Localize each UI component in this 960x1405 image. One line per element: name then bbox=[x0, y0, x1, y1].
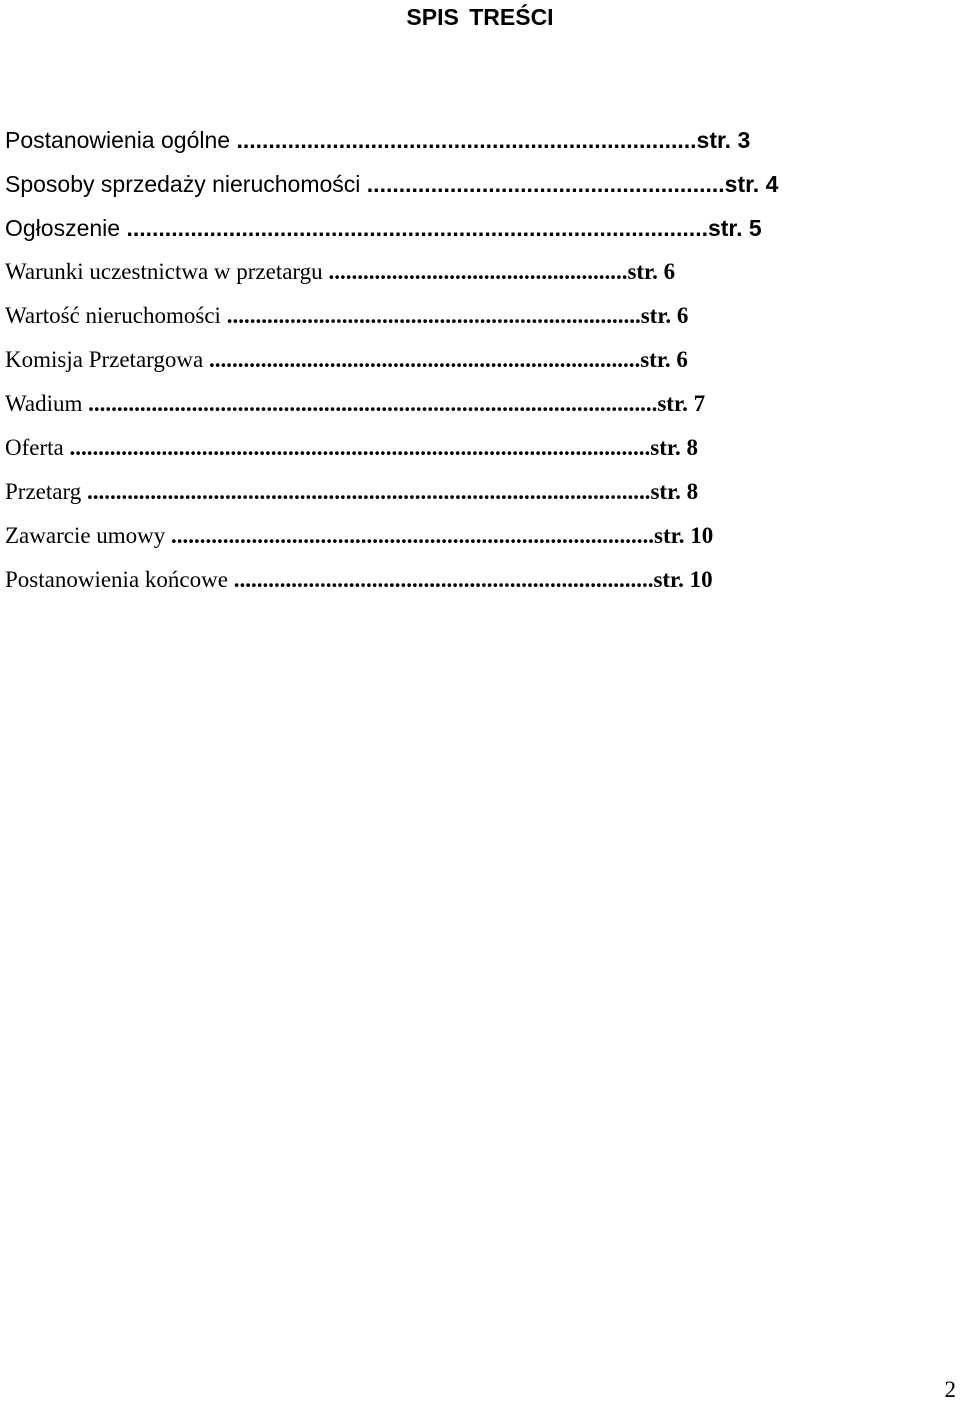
toc-entry-postanowienia-koncowe[interactable] bbox=[5, 558, 885, 602]
toc-entry-page: str. 6 bbox=[640, 347, 688, 372]
toc-entry-label: Postanowienia ogólne bbox=[5, 127, 231, 153]
toc-entry-page: str. 5 bbox=[707, 215, 762, 241]
toc-entry-sposoby-sprzedazy[interactable] bbox=[5, 162, 885, 206]
toc-leader-dots: ................................................................................................... bbox=[82, 391, 658, 416]
toc-entry-page: str. 3 bbox=[696, 127, 751, 153]
toc-entry-label: Wadium bbox=[5, 391, 83, 416]
toc-entry-komisja-przetargowa[interactable] bbox=[5, 338, 885, 382]
toc-leader-dots: ........................................................................ bbox=[230, 127, 697, 153]
toc-entry-label: Wartość nieruchomości bbox=[5, 303, 221, 328]
toc-leader-dots: ........................................................................................... bbox=[120, 215, 708, 241]
toc-leader-dots: ........................................................................ bbox=[220, 303, 641, 328]
toc-entry-label: Sposoby sprzedaży nieruchomości bbox=[5, 171, 361, 197]
toc-entry-label: Warunki uczestnictwa w przetargu bbox=[5, 259, 323, 284]
toc-entry-page: str. 8 bbox=[650, 479, 699, 504]
toc-leader-dots: .................................................................................................. bbox=[81, 479, 651, 504]
toc-entry-page: str. 6 bbox=[640, 303, 689, 328]
toc-entry-page: str. 10 bbox=[653, 567, 713, 592]
toc-entry-label: Postanowienia końcowe bbox=[5, 567, 228, 592]
page-title: SPIS TREŚCI bbox=[406, 4, 554, 30]
toc-entry-label: Zawarcie umowy bbox=[5, 523, 166, 548]
toc-leader-dots: .................................................................................... bbox=[165, 523, 655, 548]
toc-leader-dots: ........................................................ bbox=[360, 171, 725, 197]
toc-entry-zawarcie-umowy[interactable] bbox=[5, 514, 885, 558]
toc-entry-oferta[interactable] bbox=[5, 426, 885, 470]
toc-entry-wartosc-nieruchomosci[interactable] bbox=[5, 294, 885, 338]
toc-leader-dots: ..................................................................................................... bbox=[63, 435, 651, 460]
toc-entry-page: str. 6 bbox=[627, 259, 676, 284]
toc-entry-ogloszenie[interactable] bbox=[5, 206, 885, 250]
toc-entry-label: Oferta bbox=[5, 435, 64, 460]
toc-entry-postanowienia-ogolne[interactable] bbox=[5, 118, 885, 162]
toc-entry-przetarg[interactable] bbox=[5, 470, 885, 514]
toc-leader-dots: ......................................................................... bbox=[227, 567, 654, 592]
toc-entry-page: str. 8 bbox=[650, 435, 698, 460]
toc-entry-page: str. 4 bbox=[724, 171, 779, 197]
toc-entry-warunki-uczestnictwa[interactable] bbox=[5, 250, 885, 294]
toc-entry-label: Przetarg bbox=[5, 479, 82, 504]
page-number: 2 bbox=[944, 1377, 956, 1402]
table-of-contents bbox=[5, 118, 885, 602]
toc-entry-label: Ogłoszenie bbox=[5, 215, 121, 241]
toc-leader-dots: ........................................................................... bbox=[203, 347, 641, 372]
toc-entry-wadium[interactable] bbox=[5, 382, 885, 426]
toc-entry-label: Komisja Przetargowa bbox=[5, 347, 204, 372]
toc-entry-page: str. 10 bbox=[654, 523, 714, 548]
toc-leader-dots: .................................................... bbox=[322, 259, 628, 284]
toc-entry-page: str. 7 bbox=[657, 391, 706, 416]
